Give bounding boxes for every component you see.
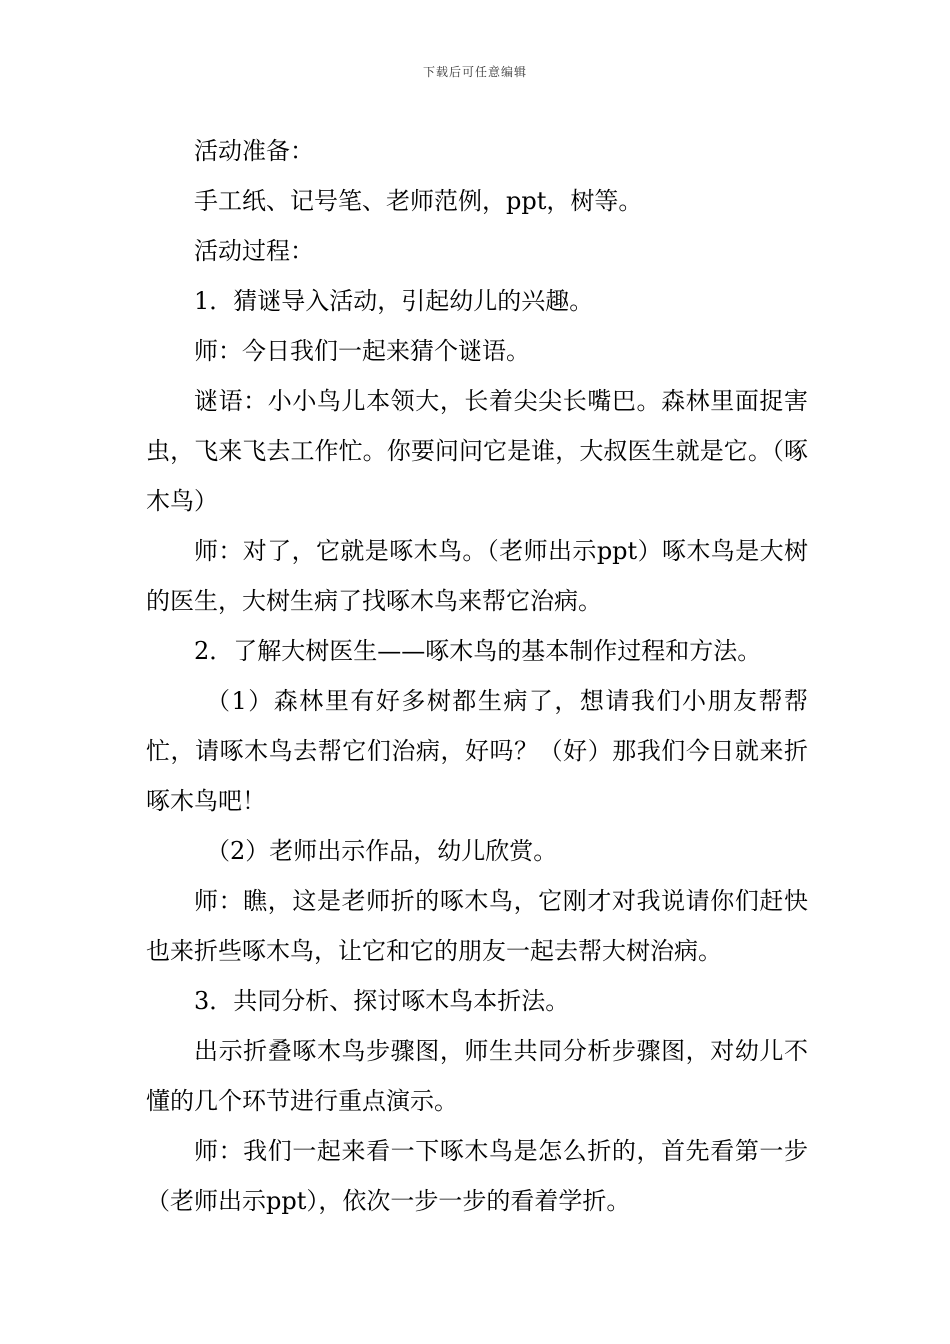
paragraph-materials: 手工纸、记号笔、老师范例，ppt，树等。 [194,187,643,215]
paragraph-step-1: 1．猜谜导入活动，引起幼儿的兴趣。 [194,287,594,315]
paragraph-activity-process-heading: 活动过程： [194,237,314,265]
paragraph-activity-preparation-heading: 活动准备： [194,137,314,165]
paragraph-riddle: 谜语：小小鸟儿本领大，长着尖尖长嘴巴。森林里面捉害虫，飞来飞去工作忙。你要问问它是谁，大叔医生就是它。（啄木鸟） [146,387,808,515]
document-body [146,126,808,1226]
paragraph-teacher-look: 师：瞧，这是老师折的啄木鸟，它刚才对我说请你们赶快也来折些啄木鸟，让它和它的朋友一起去帮大树治病。 [146,887,808,965]
paragraph-step-2: 2．了解大树医生——啄木鸟的基本制作过程和方法。 [194,637,762,665]
paragraph-teacher-woodpecker: 师：对了，它就是啄木鸟。（老师出示ppt）啄木鸟是大树的医生，大树生病了找啄木鸟来帮它治病。 [146,537,808,615]
paragraph-teacher-first-step: 师：我们一起来看一下啄木鸟是怎么折的，首先看第一步（老师出示ppt），依次一步一步的看着学折。 [146,1137,808,1215]
page-header: 下载后可任意编辑 [422,65,527,79]
paragraph-show-diagram: 出示折叠啄木鸟步骤图，师生共同分析步骤图，对幼儿不懂的几个环节进行重点演示。 [146,1037,808,1115]
paragraph-substep-1: （1）森林里有好多树都生病了，想请我们小朋友帮帮忙，请啄木鸟去帮它们治病，好吗？（好）那我们今日就来折啄木鸟吧！ [146,687,808,815]
paragraph-substep-2: （2）老师出示作品，幼儿欣赏。 [206,837,558,865]
paragraph-step-3: 3．共同分析、探讨啄木鸟本折法。 [194,987,570,1015]
paragraph-teacher-riddle-intro: 师：今日我们一起来猜个谜语。 [194,337,530,365]
